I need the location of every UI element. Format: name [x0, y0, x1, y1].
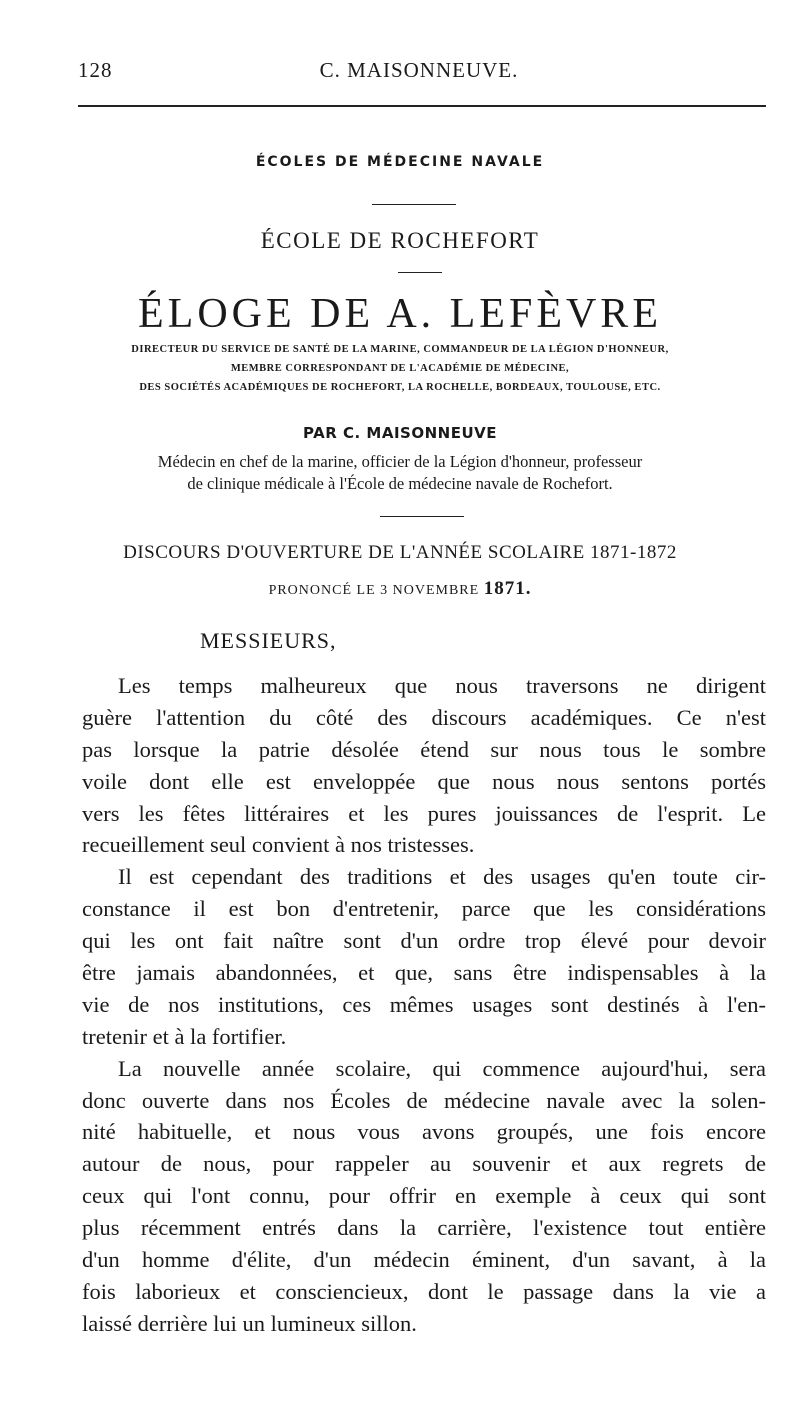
text-line: fois laborieux et consciencieux, dont le passage dans la vie a: [82, 1278, 766, 1304]
divider-rule: [372, 204, 456, 205]
text-line: vie de nos institutions, ces mêmes usages sont destinés à l'en-: [82, 991, 766, 1017]
discours-year: 1871.: [483, 578, 532, 599]
section-title: ÉCOLES DE MÉDECINE NAVALE: [255, 154, 545, 170]
text-line: tretenir et à la fortifier.: [82, 1023, 287, 1049]
text-line: plus récemment entrés dans la carrière, l'existence tout entière: [82, 1215, 766, 1241]
text-line: voile dont elle est enveloppée que nous nous sentons portés: [82, 768, 766, 794]
discours-title: DISCOURS D'OUVERTURE DE L'ANNÉE SCOLAIRE 1871-1872: [123, 542, 677, 563]
body-text: [82, 670, 766, 1340]
text-line: vers les fêtes littéraires et les pures jouissances de l'esprit. Le: [82, 800, 766, 826]
text-line: recueillement seul convient à nos tristesses.: [82, 832, 475, 858]
divider-rule: [398, 272, 442, 273]
subtitle-line: DIRECTEUR DU SERVICE DE SANTÉ DE LA MARINE, COMMANDEUR DE LA LÉGION D'HONNEUR,: [131, 344, 669, 355]
text-line: Il est cependant des traditions et des usages qu'en toute cir-: [118, 864, 766, 890]
author-line: PAR C. MAISONNEUVE: [303, 424, 497, 442]
subtitle-line: DES SOCIÉTÉS ACADÉMIQUES DE ROCHEFORT, LA ROCHELLE, BORDEAUX, TOULOUSE, ETC.: [139, 382, 661, 393]
text-line: ceux qui l'ont connu, pour offrir en exemple à ceux qui sont: [82, 1183, 766, 1209]
text-line: donc ouverte dans nos Écoles de médecine navale avec la solen-: [82, 1087, 766, 1113]
text-line: autour de nous, pour rappeler au souvenir et aux regrets de: [82, 1151, 766, 1177]
text-line: guère l'attention du côté des discours académiques. Ce n'est: [82, 704, 766, 730]
text-line: qui les ont fait naître sont d'un ordre trop élevé pour devoir: [82, 928, 766, 954]
author-description: Médecin en chef de la marine, officier de la Légion d'honneur, professeur: [157, 452, 643, 471]
text-line: être jamais abandonnées, et que, sans être indispensables à la: [82, 960, 766, 986]
text-line: d'un homme d'élite, d'un médecin éminent, d'un savant, à la: [82, 1247, 766, 1273]
school-name: ÉCOLE DE ROCHEFORT: [260, 228, 540, 253]
text-line: Les temps malheureux que nous traversons ne dirigent: [118, 673, 766, 698]
author-description: de clinique médicale à l'École de médecine navale de Rochefort.: [187, 474, 613, 493]
page-header: [78, 58, 760, 88]
subtitle-line: MEMBRE CORRESPONDANT DE L'ACADÉMIE DE MÉDECINE,: [230, 363, 570, 374]
text-line: constance il est bon d'entretenir, parce que les considérations: [82, 896, 766, 922]
divider-rule: [380, 516, 464, 517]
salutation: MESSIEURS,: [200, 628, 337, 653]
header-rule: [78, 105, 766, 107]
text-line: La nouvelle année scolaire, qui commence aujourd'hui, sera: [118, 1055, 766, 1081]
text-line: pas lorsque la patrie désolée étend sur nous tous le sombre: [82, 736, 766, 762]
main-title: ÉLOGE DE A. LEFÈVRE: [138, 291, 662, 337]
page-number: 128: [78, 58, 113, 82]
discours-date-prefix: PRONONCÉ LE 3 NOVEMBRE: [268, 583, 480, 598]
discours-date: [0, 578, 800, 600]
text-line: nité habituelle, et nous vous avons groupés, une fois encore: [82, 1119, 766, 1145]
running-title: C. MAISONNEUVE.: [319, 58, 519, 82]
text-line: laissé derrière lui un lumineux sillon.: [82, 1310, 417, 1336]
